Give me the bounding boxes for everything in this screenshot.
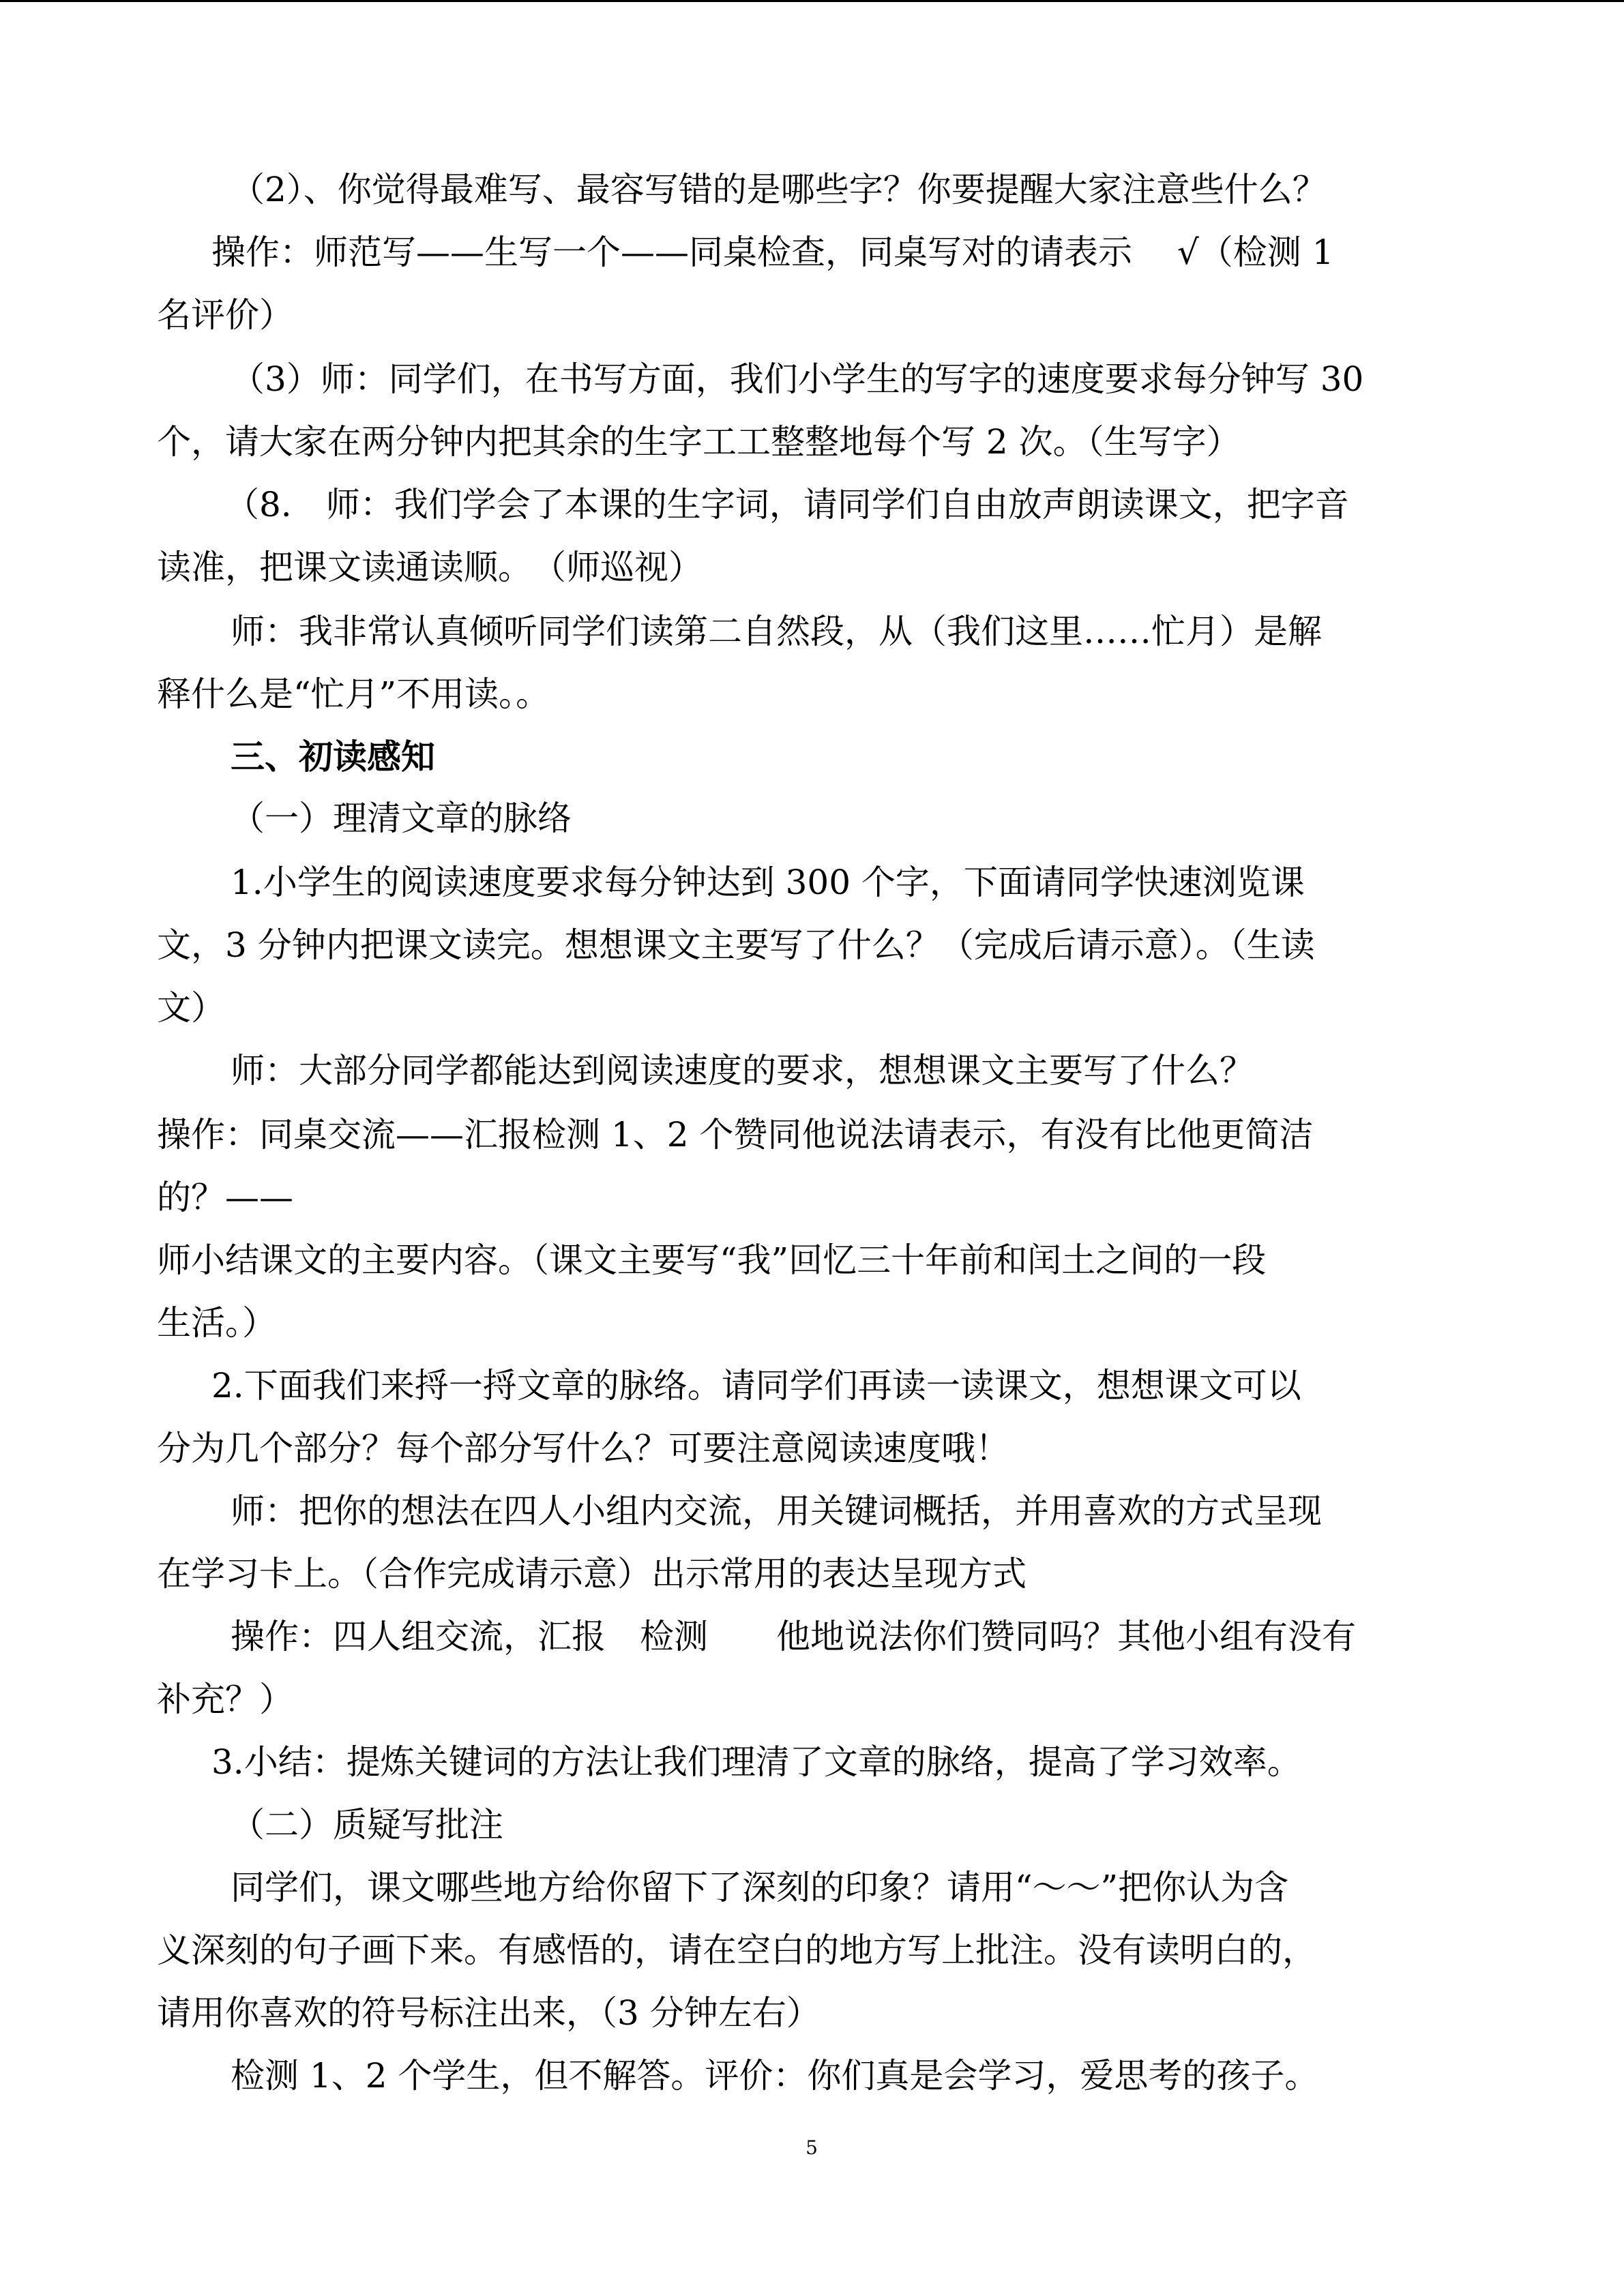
- text-line-16: 操作：同桌交流——汇报检测 1、2 个赞同他说法请表示，有没有比他更简洁: [157, 1115, 1314, 1154]
- text-line-5: 个，请大家在两分钟内把其余的生字工工整整地每个写 2 次。（生写字）: [157, 422, 1241, 462]
- text-line-13: 文，3 分钟内把课文读完。想想课文主要写了什么？（完成后请示意）。（生读: [157, 925, 1315, 965]
- text-line-14: 文）: [157, 988, 225, 1028]
- text-line-18: 师小结课文的主要内容。（课文主要写“我”回忆三十年前和闰土之间的一段: [157, 1240, 1267, 1280]
- text-line-12: 1.小学生的阅读速度要求每分钟达到 300 个字，下面请同学快速浏览课: [231, 863, 1305, 902]
- text-line-25: 补充？）: [157, 1680, 293, 1719]
- text-line-24: 操作：四人组交流，汇报 检测 他地说法你们赞同吗？其他小组有没有: [231, 1617, 1356, 1656]
- text-line-26: 3.小结：提炼关键词的方法让我们理清了文章的脉络，提高了学习效率。: [211, 1742, 1301, 1782]
- subsection-heading-1: （一）理清文章的脉络: [231, 799, 572, 838]
- text-line-4: （3）师：同学们，在书写方面，我们小学生的写字的速度要求每分钟写 30: [231, 359, 1364, 399]
- text-line-23: 在学习卡上。（合作完成请示意）出示常用的表达呈现方式: [157, 1554, 1027, 1594]
- text-line-19: 生活。）: [157, 1303, 276, 1343]
- text-line-9: 释什么是“忙月”不用读。。: [157, 674, 550, 714]
- text-line-31: 检测 1、2 个学生，但不解答。评价：你们真是会学习，爱思考的孩子。: [231, 2056, 1319, 2096]
- text-line-15: 师：大部分同学都能达到阅读速度的要求，想想课文主要写了什么？: [231, 1051, 1254, 1090]
- page-number: 5: [806, 2136, 818, 2159]
- text-line-28: 同学们，课文哪些地方给你留下了深刻的印象？请用“～～”把你认为含: [231, 1868, 1289, 1907]
- text-line-17: 的？——: [157, 1178, 293, 1217]
- text-line-8: 师：我非常认真倾听同学们读第二自然段，从（我们这里……忙月）是解: [231, 612, 1322, 651]
- text-line-21: 分为几个部分？每个部分写什么？可要注意阅读速度哦！: [157, 1429, 1009, 1468]
- text-line-7: 读准，把课文读通读顺。 （师巡视）: [157, 548, 703, 587]
- text-line-29: 义深刻的句子画下来。有感悟的，请在空白的地方写上批注。没有读明白的，: [157, 1930, 1316, 1970]
- text-line-30: 请用你喜欢的符号标注出来，（3 分钟左右）: [157, 1993, 821, 2033]
- page-top-border: [0, 0, 1624, 2]
- text-line-20: 2.下面我们来捋一捋文章的脉络。请同学们再读一读课文，想想课文可以: [211, 1366, 1301, 1405]
- text-line-6: （8. 师：我们学会了本课的生字词，请同学们自由放声朗读课文，把字音: [225, 485, 1349, 524]
- text-line-3: 名评价）: [157, 295, 293, 335]
- subsection-heading-2: （二）质疑写批注: [231, 1805, 503, 1845]
- text-line-1: （2）、你觉得最难写、最容写错的是哪些字？你要提醒大家注意些什么？: [231, 170, 1327, 209]
- text-line-22: 师：把你的想法在四人小组内交流，用关键词概括，并用喜欢的方式呈现: [231, 1491, 1322, 1531]
- section-heading-initial-reading: 三、初读感知: [231, 736, 435, 777]
- text-line-2: 操作：师范写——生写一个——同桌检查，同桌写对的请表示 √（检测 1: [211, 233, 1334, 272]
